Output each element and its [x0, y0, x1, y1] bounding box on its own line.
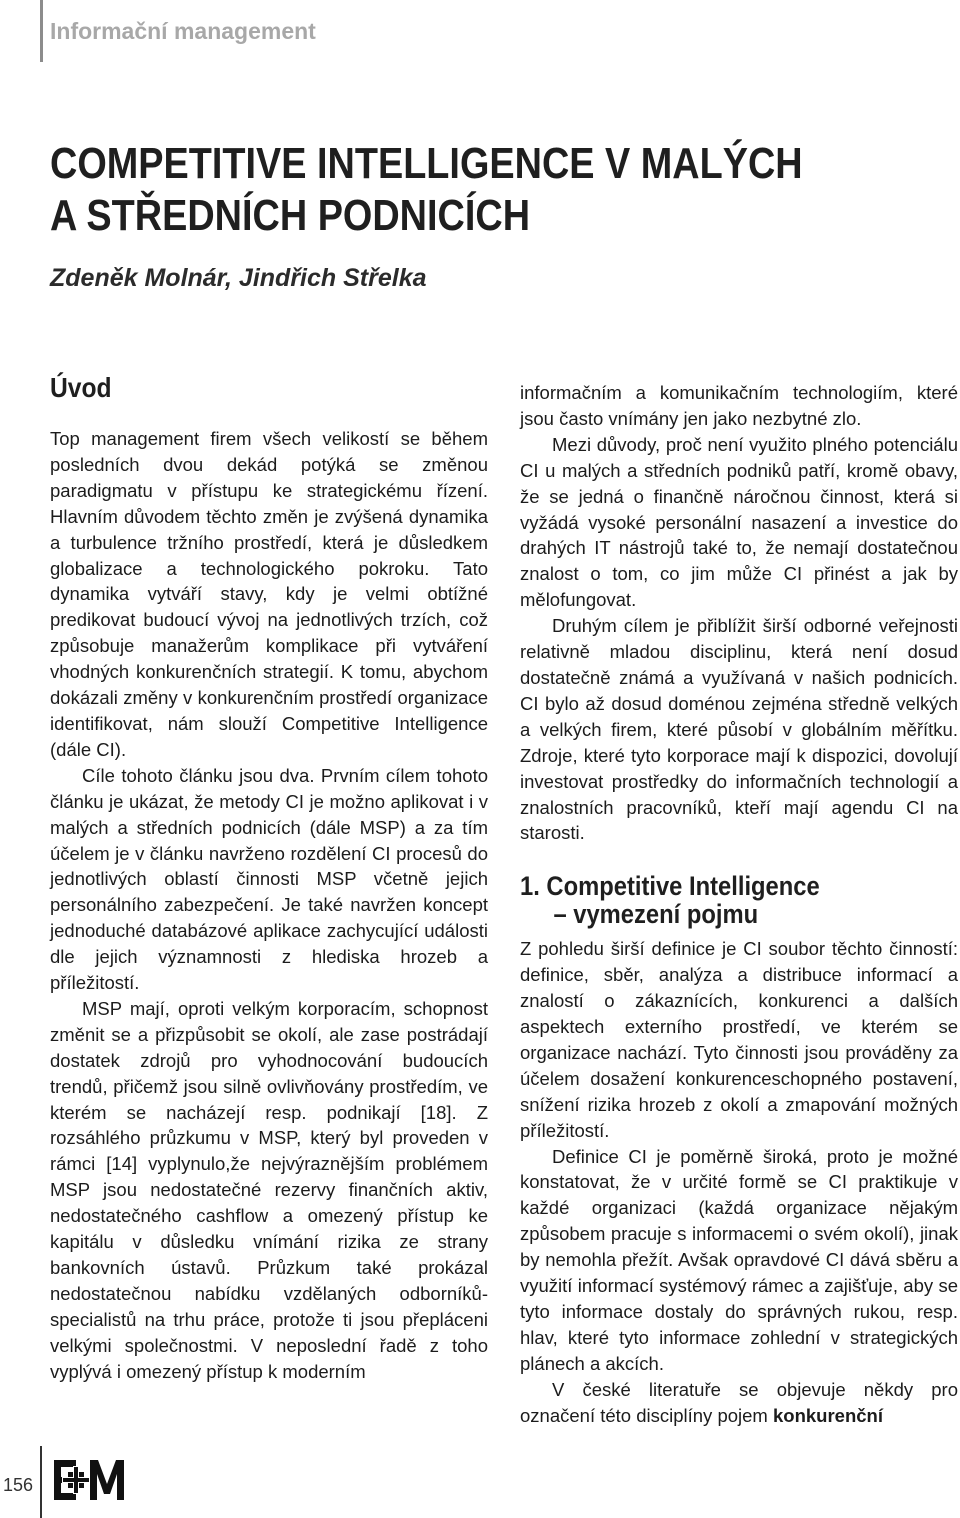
- em-logo: [54, 1456, 124, 1504]
- article-authors: Zdeněk Molnár, Jindřich Střelka: [50, 264, 427, 292]
- paragraph: Z pohledu širší definice je CI soubor těchto činností: definice, sběr, analýza a distribuce informací a znalostí o zákaznících, konkurenci a dalších aspektech externího prostředí, ve kterém se organizace nachází. Tyto činnosti jsou prováděny za účelem dosažení konkurenceschopného postavení, snížení rizika hrozeb z okolí a zmapování možných příležitostí.: [520, 938, 958, 1141]
- paragraph-text: V české literatuře se objevuje někdy pro označení této disciplíny pojem: [520, 1378, 958, 1426]
- paragraph: Mezi důvody, proč není využito plného potenciálu CI u malých a středních podniků patří, kromě obavy, že se jedná o finančně náročnou činnost, která si vyžádá vysoké personální nasazení a investice do drahých IT nástrojů také to, že nemají dostatečnou znalost o tom, co jim může CI přinést a jak by mělofungovat.: [520, 433, 958, 611]
- title-line-2: A STŘEDNÍCH PODNICÍCH: [50, 191, 531, 240]
- paragraph: Top management firem všech velikostí se během posledních dvou dekád potýká se změnou paradigmatu v přístupu ke strategickému řízení. Hlavním důvodem těchto změn je zvýšená dynamika a turbulence tržního prostředí, která je důsledkem globalizace a technologického pokroku. Tato dynamika vytváří stavy, kdy je velmi obtížné predikovat budoucí vývoj na jednotlivých trzích, což způsobuje manažerům komplikace při vytváření vhodných konkurenčních strategií. K tomu, abychom dokázali změny v konkurenčním prostředí organizace identifikovat, nám slouží Competitive Intelligence (dále CI).: [50, 428, 488, 760]
- title-line-1: COMPETITIVE INTELLIGENCE V MALÝCH: [50, 139, 803, 188]
- section-heading-line-1: 1. Competitive Intelligence: [520, 871, 820, 902]
- intro-heading: Úvod: [50, 372, 112, 403]
- paragraph: MSP mají, oproti velkým korporacím, schopnost změnit se a přizpůsobit se okolí, ale zase postrádají dostatek zdrojů pro vyhodnocování budoucích trendů, přičemž jsou silně ovlivňovány prostředím, ve kterém se nacházejí resp. podnikají [18]. Z rozsáhlého průzkumu v MSP, který byl proveden v rámci [14] vyplynulo,že nejvýraznějším problémem MSP jsou nedostatečné rezervy finančních aktiv, nedostatečného cashflow a omezený přístup ke kapitálu v důsledku vnímání rizika ze strany bankovních ústavů. Průzkum také prokázal nedostatečnou nabídku vzdělaných odborníků-specialistů na trhu práce, protože ti jsou přepláceni velkými společnostmi. V neposlední řadě z toho vyplývá i omezený přístup k moderním: [50, 997, 488, 1382]
- bold-term: konkurenční: [772, 1404, 883, 1426]
- section-heading: [520, 872, 905, 928]
- article-title: [50, 138, 807, 242]
- paragraph: Definice CI je poměrně široká, proto je možné konstatovat, že v určité formě se CI praktikuje v každé organizaci (každá organizace nějakým způsobem pracuje s informacemi o svém okolí), jinak by nemohla přežít. Avšak opravdové CI dává sběru a využití informací systémový rámec a zajišťuje, aby se tyto informace dostaly do správných rukou, resp. hlav, které tyto informace zohlední v strategických plánech a akcích.: [520, 1145, 958, 1374]
- paragraph: Druhým cílem je přiblížit širší odborné veřejnosti relativně mladou disciplinu, která není dosud dostatečně známá a využívaná v našich podnicích. CI bylo až dosud doménou zejména středně velkých a velkých firem, které působí v globálním měřítku. Zdroje, které tyto korporace mají k dispozici, dovolují investovat prostředky do informačních technologií a znalostních pracovníků, kteří mají agendu CI na starosti.: [520, 615, 958, 844]
- footer-rule: [40, 1446, 42, 1518]
- paragraph: Cíle tohoto článku jsou dva. Prvním cílem tohoto článku je ukázat, že metody CI je možno aplikovat i v malých a středních podnicích (dále MSP) a za tím účelem je v článku navrženo rozdělení CI procesů do jednotlivých oblastí činnosti MSP včetně jejich personálního zabezpečení. Je také navržen koncept jednoduché databázové aplikace zachycující události dle jejich významnosti z hlediska hrozeb a příležitostí.: [50, 764, 488, 994]
- section-heading-line-2: – vymezení pojmu: [553, 899, 759, 930]
- page-number: 156: [2, 1475, 34, 1495]
- paragraph: [520, 1377, 958, 1429]
- paragraph: informačním a komunikačním technologiím, které jsou často vnímány jen jako nezbytné zlo.: [520, 382, 958, 429]
- left-column: [50, 372, 488, 1385]
- section-label: Informační management: [50, 18, 316, 44]
- right-column: [520, 380, 958, 1429]
- header-rule: [40, 0, 43, 62]
